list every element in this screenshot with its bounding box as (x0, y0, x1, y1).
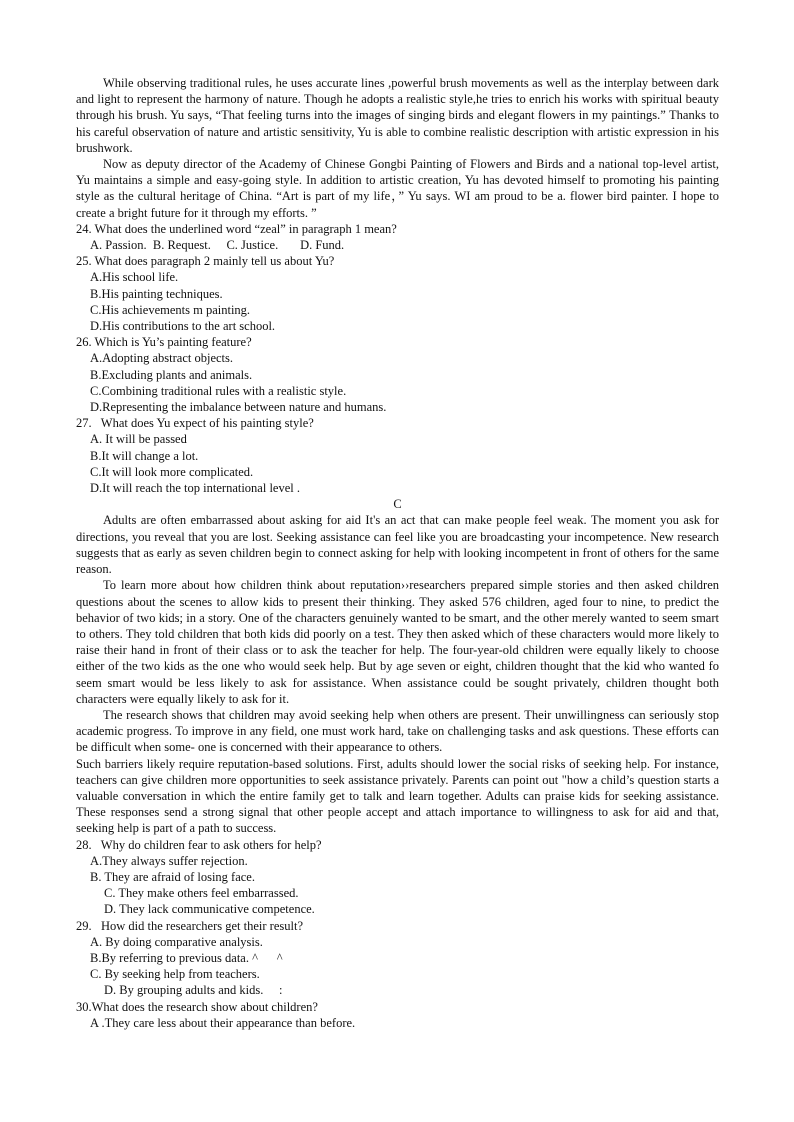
answer-option: D. They lack communicative competence. (104, 902, 315, 917)
question-text: 29. How did the researchers get their result? (76, 918, 304, 933)
question-30 (76, 999, 719, 1031)
paragraph: While observing traditional rules, he uses accurate lines ,powerful brush movements as well as the interplay between dark and light to represent the harmony of nature. Though he adopts a realistic style,he tries to enrich his works with spiritual beauty through his brush. Yu says, “That feeling turns into the images of singing birds and elegant flowers in my paintings.” Thanks to his careful observation of nature and artistic sensitivity, Yu is able to combine realistic description with artistic expression in his brushwork. (76, 76, 719, 155)
question-text: 27. What does Yu expect of his painting style? (76, 416, 314, 431)
answer-option: D. By grouping adults and kids. : (104, 983, 283, 998)
document-page (76, 75, 719, 1031)
answer-option: B.It will change a lot. (90, 448, 199, 463)
answer-option: D.Representing the imbalance between nature and humans. (90, 400, 387, 415)
answer-option: B. They are afraid of losing face. (90, 869, 255, 884)
answer-option: B.Excluding plants and animals. (90, 367, 253, 382)
question-27 (76, 415, 719, 496)
answer-option: A. It will be passed (90, 432, 187, 447)
paragraph: Now as deputy director of the Academy of Chinese Gongbi Painting of Flowers and Birds and a national top-level artist, Yu maintains a simple and easy-going style. In addition to artistic creation, Yu has devoted himself to promoting his painting style as the cultural heritage of China. “Art is part of my life，” Yu says. WI am proud to be a. flower bird painter. I hope to create a bright future for it through my efforts. ” (76, 157, 719, 220)
answer-option: D.It will reach the top international level . (90, 481, 300, 496)
question-text: 24. What does the underlined word “zeal” in paragraph 1 mean? (76, 221, 397, 236)
paragraph: To learn more about how children think about reputation››researchers prepared simple stories and then asked children questions about the scenes to allow kids to present their thinking. They asked 576 children, aged four to nine, to predict the behavior of two kids; in a story. One of the characters genuinely wanted to be smart, and the other merely wanted to seem smart to others. They told children that both kids did poorly on a test. They then asked which of these characters would more likely to raise their hand in front of their class or to ask the teacher for help. The four-year-old children were equally likely to choose either of the two kids as the one who would seek help. But by age seven or eight, children thought that the kid who wanted fo seem smart would be less likely to ask for assistance. When assistance could be sought privately, children thought both characters were equally likely to ask for it. (76, 578, 719, 706)
question-25 (76, 253, 719, 334)
answer-option: C. They make others feel embarrassed. (104, 886, 299, 901)
answer-option: B.By referring to previous data. ^ ^ (90, 950, 283, 965)
paragraph: The research shows that children may avoid seeking help when others are present. Their unwillingness can seriously stop academic progress. To improve in any field, one must work hard, take on challenging tasks and ask questions. These efforts can be difficult when some- one is concerned with their appearance to others. (76, 707, 719, 755)
answer-option: D.His contributions to the art school. (90, 319, 276, 334)
question-text: 25. What does paragraph 2 mainly tell us about Yu? (76, 254, 335, 269)
section-heading: C (393, 497, 402, 512)
answer-option: A. By doing comparative analysis. (90, 934, 263, 949)
answer-option: A .They care less about their appearance than before. (90, 1015, 356, 1030)
question-text: 30.What does the research show about children? (76, 999, 318, 1014)
answer-option: C. By seeking help from teachers. (90, 967, 260, 982)
question-26 (76, 334, 719, 415)
paragraph: Adults are often embarrassed about asking for aid It's an act that can make people feel weak. The moment you ask for directions, you reveal that you are lost. Seeking assistance can feel like you are broadcasting your incompetence. New research suggests that as early as seven children begin to connect asking for help with looking incompetent in front of others for the same reason. (76, 513, 719, 577)
answer-option: B.His painting techniques. (90, 286, 223, 301)
answer-option: C.His achievements m painting. (90, 302, 251, 317)
answer-option: A.They always suffer rejection. (90, 853, 248, 868)
answer-option: C.Combining traditional rules with a realistic style. (90, 383, 347, 398)
question-29 (76, 918, 719, 999)
question-text: 26. Which is Yu’s painting feature? (76, 335, 252, 350)
answer-option: A.His school life. (90, 270, 179, 285)
question-text: 28. Why do children fear to ask others for help? (76, 837, 322, 852)
answer-option: A.Adopting abstract objects. (90, 351, 234, 366)
answer-option: C.It will look more complicated. (90, 464, 254, 479)
answer-options: A. Passion. B. Request. C. Justice. D. Fund. (90, 238, 345, 253)
question-28 (76, 837, 719, 918)
question-24 (76, 221, 719, 253)
paragraph: Such barriers likely require reputation-based solutions. First, adults should lower the social risks of seeking help. For instance, teachers can give children more opportunities to seek assistance privately. Parents can point out "how a child’s question starts a valuable conversation in which the entire family get to talk and learn together. Adults can praise kids for seeking assistance. These responses send a strong signal that other people accept and attach importance to willingness to ask for aid and that, seeking help is part of a path to success. (76, 756, 719, 836)
